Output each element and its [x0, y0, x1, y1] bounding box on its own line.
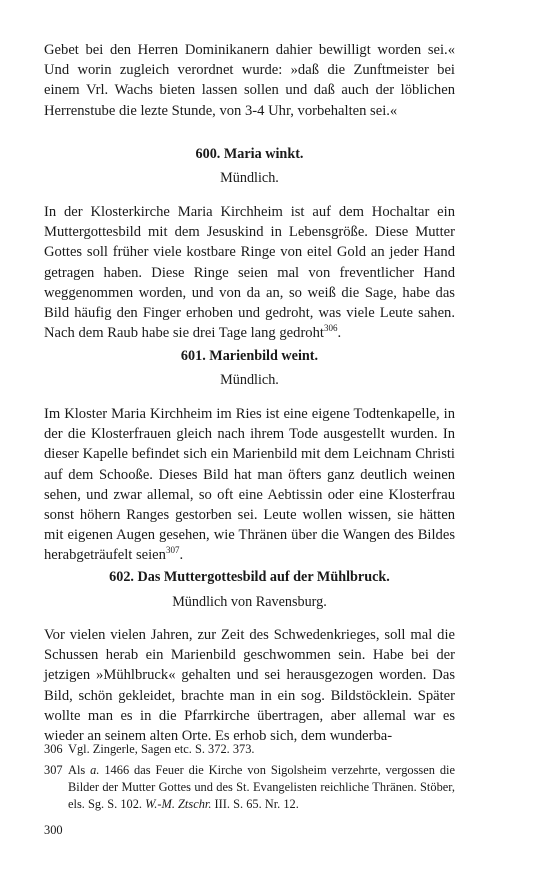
page-number: 300 — [44, 823, 63, 837]
footnote-text-part: 1466 das Feuer die Kirche von Sigolsheim verzehrte, vergossen die Bilder der Mutter Gottes und des St. Evangelisten reichliche Thränen. Stöber, els. Sg. S. 102. — [68, 763, 455, 811]
footnote-ref-306[interactable]: 306 — [323, 323, 338, 334]
footnote-italic: a. — [90, 763, 100, 777]
footnote-text-part: III. S. 65. Nr. 12. — [211, 797, 299, 811]
section-601-source: Mündlich. — [220, 372, 279, 388]
footnote-ref-307[interactable]: 307 — [165, 545, 180, 556]
footnote-number: 306 — [44, 742, 63, 756]
section-600-text — [44, 202, 455, 343]
section-600-end: . — [337, 325, 342, 342]
section-601-body: Im Kloster Maria Kirchheim im Ries ist eine eigene Todtenkapelle, in der die Klosterfrauen gleich nach ihrem Tode ausgestellt wurden. In dieser Kapelle befindet sich ein Marienbild mit dem Leichnam Christi auf dem Schooße. Dieses Bild hat man öfters ganz deutlich weinen sehen, und zwar allemal, so oft eine Aebtissin oder eine Klosterfrau sonst höhern Ranges gestorben sei. Leute wollen wissen, sie hätten mit eigenen Augen gesehen, wie Thränen über die Wangen des Bildes herabgeträufelt seien — [44, 406, 455, 564]
section-602-title: 602. Das Muttergottesbild auf der Mühlbruck. — [109, 569, 390, 585]
section-600-source: Mündlich. — [220, 170, 279, 186]
footnote-307 — [44, 762, 455, 813]
footnote-text — [68, 762, 455, 813]
footnote-number: 307 — [44, 763, 63, 777]
footnote-306 — [44, 741, 455, 758]
footnote-text: Vgl. Zingerle, Sagen etc. S. 372. 373. — [68, 742, 255, 756]
section-602-source: Mündlich von Ravensburg. — [172, 594, 327, 610]
section-600-body: In der Klosterkirche Maria Kirchheim ist auf dem Hochaltar ein Muttergottesbild mit dem Jesuskind in Lebensgröße. Diese Mutter Gottes soll früher viele kostbare Ringe von eitel Gold an jeder Hand getragen haben. Diese Ringe seien mal von freventlicher Hand weggenommen worden, und von da an, so weiß die Sage, habe das Bild häufig den Finger erhoben und gedroht, was viele Leute sahen. Nach dem Raub habe sie drei Tage lang gedroht — [44, 204, 455, 342]
footnote-italic: W.-M. Ztschr. — [145, 797, 212, 811]
section-600-title: 600. Maria winkt. — [195, 146, 304, 162]
section-601-title: 601. Marienbild weint. — [180, 348, 319, 364]
section-601-text — [44, 404, 455, 566]
section-601-end: . — [179, 547, 184, 564]
footnote-text-part: Als — [68, 763, 91, 777]
section-602-text: Vor vielen vielen Jahren, zur Zeit des Schwedenkrieges, soll mal die Schussen herab ein Marienbild geschwommen sein. Habe bei der jetzigen »Mühlbruck« gehalten und sei herausgezogen worden. Das Bild, schön gekleidet, brachte man in ein sog. Bildstöcklein. Später wollte man es in die Pfarrkirche übertragen, aber allemal war es wieder an seinem alten Orte. Es erhob sich, dem wunderba- — [44, 627, 455, 745]
intro-paragraph: Gebet bei den Herren Dominikanern dahier bewilligt worden sei.« Und worin zugleich verordnet wurde: »daß die Zunftmeister bei einem Vrl. Wachs bieten lassen sollen und daß auch der löblichen Herrenstube die lezte Stunde, von 3-4 Uhr, vorbehalten sei.« — [44, 42, 455, 119]
